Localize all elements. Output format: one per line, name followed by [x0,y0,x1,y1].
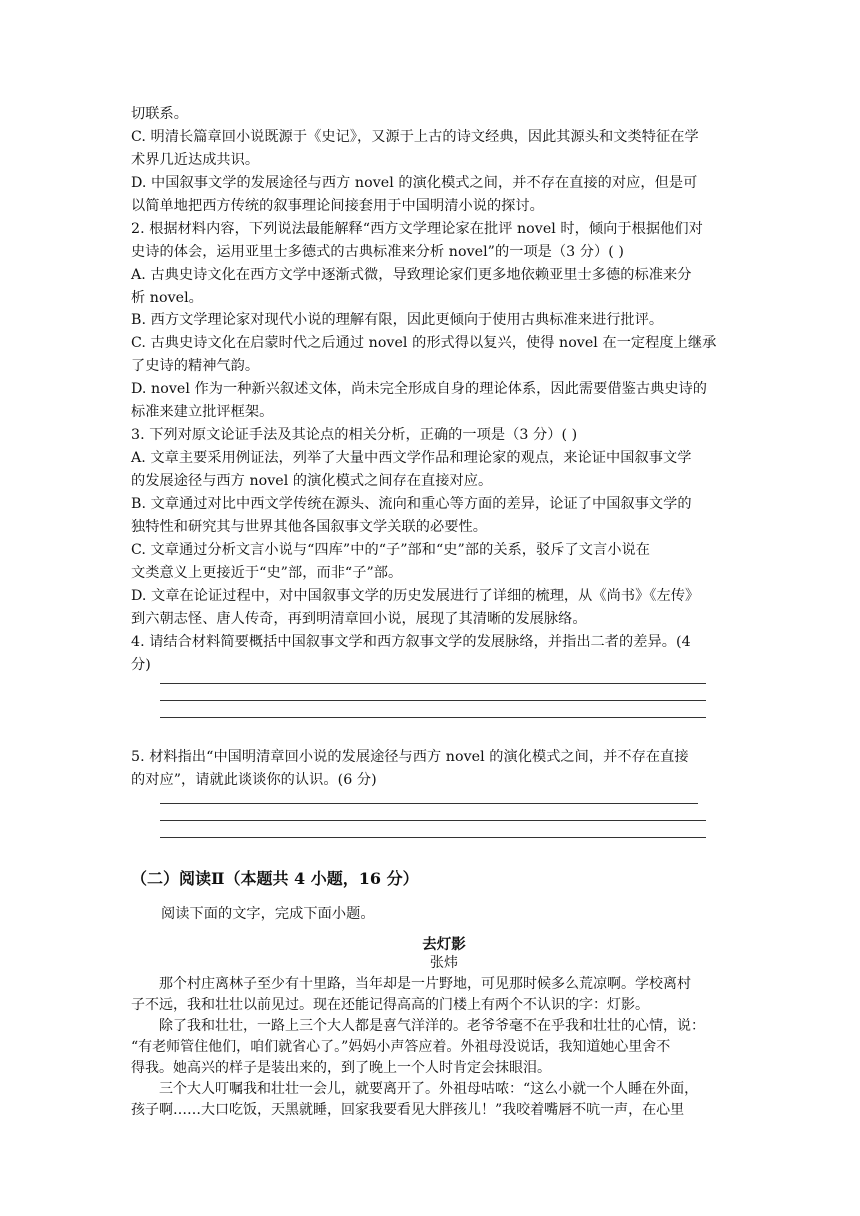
answer-blank-line[interactable] [160,700,706,701]
question-4-stem: 分) [131,657,151,673]
option-a: 的发展途径与西方 novel 的演化模式之间存在直接对应。 [131,473,493,489]
option-d: 标准来建立批评框架。 [131,404,274,420]
story-paragraph-line: 子不远，我和壮壮以前见过。现在还能记得高高的门楼上有两个不认识的字：灯影。 [131,997,649,1013]
story-paragraph-line: 三个大人叮嘱我和壮壮一会儿，就要离开了。外祖母咕哝：“这么小就一个人睡在外面， [131,1081,699,1097]
question-4-stem: 4. 请结合材料简要概括中国叙事文学和西方叙事文学的发展脉络，并指出二者的差异。(4 [131,634,691,650]
option-d: 到六朝志怪、唐人传奇，再到明清章回小说，展现了其清晰的发展脉络。 [131,611,587,627]
question-3-stem: 3. 下列对原文论证手法及其论点的相关分析，正确的一项是（3 分）( ) [131,427,578,443]
option-c: 文类意义上更接近于“史”部，而非“子”部。 [131,565,403,581]
option-c: 了史诗的精神气韵。 [131,358,260,374]
question-2-stem: 史诗的体会，运用亚里士多德式的古典标准来分析 novel”的一项是（3 分）( ) [131,244,624,260]
option-b: B. 西方文学理论家对现代小说的理解有限，因此更倾向于使用古典标准来进行批评。 [131,312,664,328]
section-heading: （二）阅读Ⅱ（本题共 4 小题，16 分） [131,869,419,888]
answer-blank-line[interactable] [160,717,706,718]
answer-blank-line[interactable] [160,837,706,838]
story-paragraph-line: 那个村庄离林子至少有十里路，当年却是一片野地，可见那时候多么荒凉啊。学校离村 [131,976,691,992]
story-paragraph-line: 孩子啊……大口吃饭，天黑就睡，回家我要看见大胖孩儿！”我咬着嘴唇不吭一声，在心里 [131,1102,685,1118]
option-a: A. 文章主要采用例证法，列举了大量中西文学作品和理论家的观点，来论证中国叙事文学 [131,450,692,466]
option-c: C. 古典史诗文化在启蒙时代之后通过 novel 的形式得以复兴，使得 novel 在一定程度上继承 [131,335,717,351]
text-line: D. 中国叙事文学的发展途径与西方 novel 的演化模式之间，并不存在直接的对应，但是可 [131,175,698,191]
option-b: 独特性和研究其与世界其他各国叙事文学关联的必要性。 [131,519,487,535]
option-a: A. 古典史诗文化在西方文学中逐渐式微，导致理论家们更多地依赖亚里士多德的标准来分 [131,267,692,283]
option-d: D. 文章在论证过程中，对中国叙事文学的历史发展进行了详细的梳理，从《尚书》《左传》 [131,588,700,604]
option-b: B. 文章通过对比中西文学传统在源头、流向和重心等方面的差异，论证了中国叙事文学的 [131,496,692,512]
question-2-stem: 2. 根据材料内容，下列说法最能解释“西方文学理论家在批评 novel 时，倾向于根据他们对 [131,221,703,237]
answer-blank-line[interactable] [160,820,706,821]
answer-blank-line[interactable] [160,683,706,684]
story-paragraph-line: “有老师管住他们，咱们就省心了。”妈妈小声答应着。外祖母没说话，我知道她心里舍不 [131,1039,671,1055]
text-line: 术界几近达成共识。 [131,152,260,168]
reading-instruction: 阅读下面的文字，完成下面小题。 [161,906,375,922]
question-5-stem: 的对应”，请就此谈谈你的认识。(6 分) [131,772,377,788]
option-a: 析 novel。 [131,290,203,306]
story-author: 张炜 [430,955,458,971]
text-line: 以简单地把西方传统的叙事理论间接套用于中国明清小说的探讨。 [131,198,544,214]
option-c: C. 文章通过分析文言小说与“四库”中的“子”部和“史”部的关系，驳斥了文言小说在 [131,542,650,558]
story-paragraph-line: 得我。她高兴的样子是装出来的，到了晚上一个人时肯定会抹眼泪。 [131,1060,551,1076]
question-5-stem: 5. 材料指出“中国明清章回小说的发展途径与西方 novel 的演化模式之间，并不存在直接 [131,749,689,765]
text-line: C. 明清长篇章回小说既源于《史记》，又源于上古的诗文经典，因此其源头和文类特征在学 [131,129,699,145]
story-paragraph-line: 除了我和壮壮，一路上三个大人都是喜气洋洋的。老爷爷毫不在乎我和壮壮的心情，说： [131,1018,705,1034]
answer-blank-line[interactable] [160,803,698,804]
text-line: 切联系。 [131,106,188,122]
story-title: 去灯影 [422,936,466,953]
option-d: D. novel 作为一种新兴叙述文体，尚未完全形成自身的理论体系，因此需要借鉴古典史诗的 [131,381,708,397]
